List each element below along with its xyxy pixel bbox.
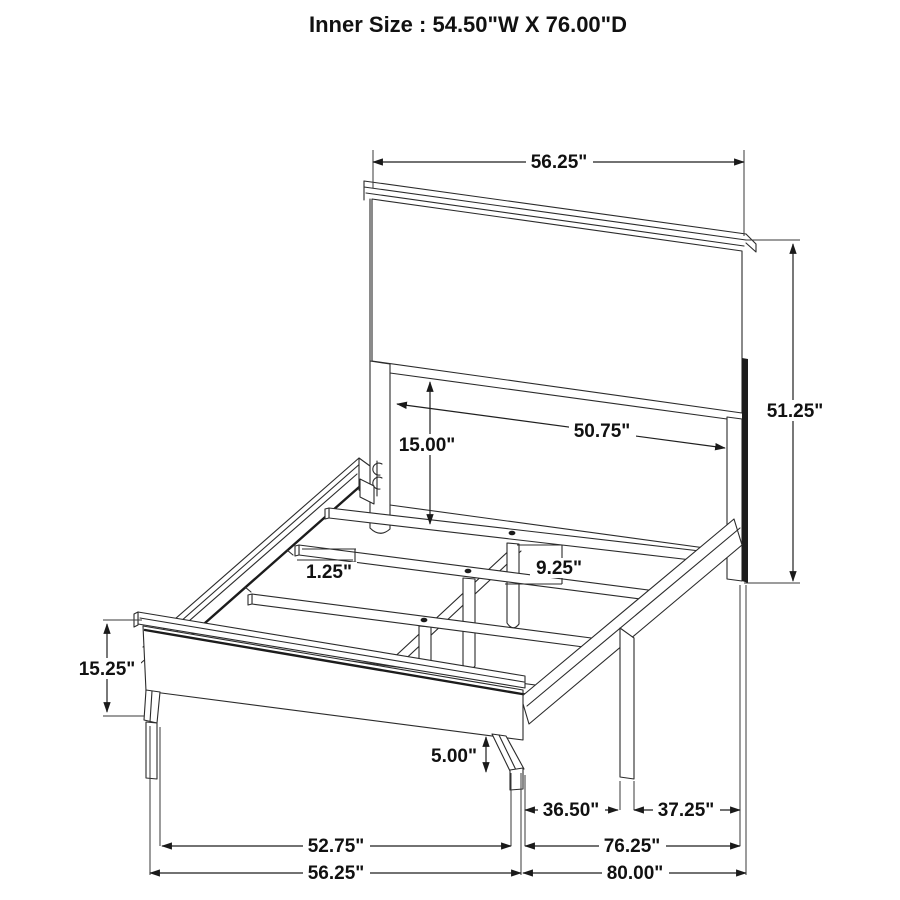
slat-3-end-cap	[248, 594, 252, 605]
dim-label-leg-height: 5.00"	[431, 746, 477, 767]
slat-3-screw	[421, 618, 428, 623]
dim-label-inner-panel-width: 50.75"	[573, 421, 631, 442]
slat-2-end-cap	[295, 545, 299, 556]
dim-label-front-span: 36.50"	[542, 800, 600, 821]
dim-label-headboard-height: 51.25"	[766, 401, 824, 422]
headboard-right-dark-edge	[742, 358, 748, 583]
dim-label-headboard-width: 56.25"	[530, 152, 588, 173]
slat-1-screw	[509, 531, 516, 536]
headboard-cap-right-end	[746, 234, 756, 252]
ext-middle-leg	[620, 781, 634, 810]
dim-label-panel-gap: 15.00"	[398, 435, 456, 456]
dim-label-slat-thickness: 1.25"	[306, 562, 352, 583]
dim-label-slat-spacing: 9.25"	[536, 558, 582, 579]
ext-headboard-leg	[740, 585, 746, 875]
footboard-left-leg-lower	[146, 722, 157, 779]
left-rail-screw-slots	[245, 550, 293, 592]
dim-label-rear-span: 37.25"	[657, 800, 715, 821]
dim-label-footboard-height: 15.25"	[78, 659, 136, 680]
headboard-left-leg	[370, 361, 390, 533]
middle-support-leg	[620, 628, 634, 779]
support-leg-rear	[507, 543, 519, 628]
slat-2-screw	[465, 569, 472, 574]
dim-label-inner-depth: 76.25"	[603, 836, 661, 857]
dim-label-overall-depth: 80.00"	[606, 863, 664, 884]
slat-1-end-cap	[325, 508, 329, 519]
dim-label-overall-width: 56.25"	[307, 863, 365, 884]
dim-label-inner-width: 52.75"	[307, 836, 365, 857]
headboard-main-panel	[372, 199, 742, 413]
page-title: Inner Size : 54.50"W X 76.00"D	[309, 12, 627, 37]
